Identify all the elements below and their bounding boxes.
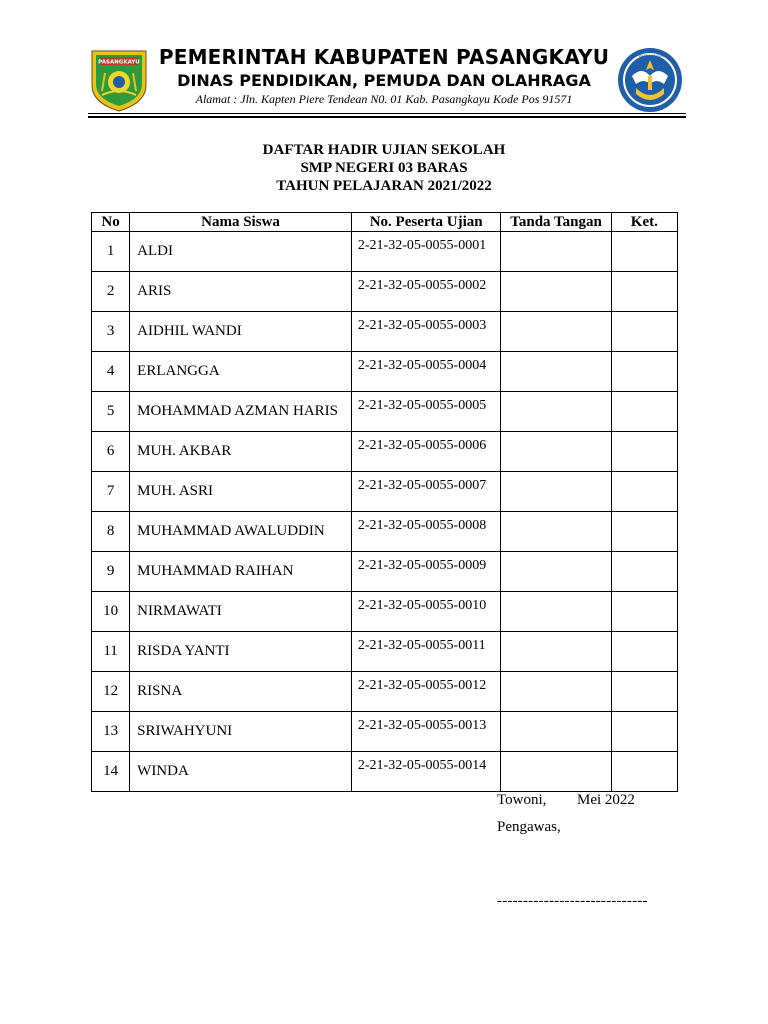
cell-notes[interactable] [611,512,677,552]
cell-student-name: NIRMAWATI [130,592,352,632]
column-header-notes: Ket. [611,213,677,232]
table-row [92,552,678,592]
cell-student-name: ERLANGGA [130,352,352,392]
cell-signature[interactable] [501,472,611,512]
cell-no: 12 [92,672,130,712]
pasangkayu-emblem-icon [88,45,150,113]
signature-date: Mei 2022 [577,792,635,808]
cell-signature[interactable] [501,592,611,632]
title-line-3: TAHUN PELAJARAN 2021/2022 [276,178,492,194]
cell-no: 11 [92,632,130,672]
cell-student-name: ALDI [130,232,352,272]
letterhead-rule-thin [88,113,686,114]
table-header-row [92,213,678,232]
table-row [92,632,678,672]
cell-notes[interactable] [611,712,677,752]
table-row [92,712,678,752]
column-header-signature: Tanda Tangan [501,213,611,232]
table-row [92,592,678,632]
cell-exam-number: 2-21-32-05-0055-0009 [351,552,501,592]
cell-no: 10 [92,592,130,632]
cell-exam-number: 2-21-32-05-0055-0012 [351,672,501,712]
cell-no: 4 [92,352,130,392]
cell-student-name: MUH. ASRI [130,472,352,512]
cell-notes[interactable] [611,552,677,592]
cell-exam-number: 2-21-32-05-0055-0010 [351,592,501,632]
letterhead-rule-thick [88,116,686,118]
cell-student-name: WINDA [130,752,352,792]
table-row [92,512,678,552]
letterhead-government: PEMERINTAH KABUPATEN PASANGKAYU [158,45,610,69]
cell-notes[interactable] [611,392,677,432]
table-row [92,312,678,352]
column-header-name: Nama Siswa [130,213,352,232]
cell-exam-number: 2-21-32-05-0055-0004 [351,352,501,392]
title-line-2: SMP NEGERI 03 BARAS [300,160,468,176]
column-header-exam-number: No. Peserta Ujian [351,213,501,232]
cell-notes[interactable] [611,352,677,392]
cell-no: 1 [92,232,130,272]
document-title [0,141,768,195]
cell-no: 3 [92,312,130,352]
cell-no: 8 [92,512,130,552]
cell-signature[interactable] [501,632,611,672]
cell-signature[interactable] [501,752,611,792]
cell-exam-number: 2-21-32-05-0055-0011 [351,632,501,672]
table-row [92,432,678,472]
signature-place-date [497,792,635,809]
title-line-1: DAFTAR HADIR UJIAN SEKOLAH [262,142,506,158]
cell-student-name: ARIS [130,272,352,312]
cell-exam-number: 2-21-32-05-0055-0002 [351,272,501,312]
cell-notes[interactable] [611,472,677,512]
cell-exam-number: 2-21-32-05-0055-0001 [351,232,501,272]
letterhead-address: Alamat : Jln. Kapten Piere Tendean N0. 01 Kab. Pasangkayu Kode Pos 91571 [195,92,573,106]
emblem-text: PASANGKAYU [98,59,140,66]
signature-role: Pengawas, [497,819,561,835]
emblem-motto: TUT WURI HANDAYANI [630,54,670,58]
table-row [92,472,678,512]
cell-no: 7 [92,472,130,512]
cell-student-name: MOHAMMAD AZMAN HARIS [130,392,352,432]
tut-wuri-handayani-icon [616,46,684,114]
column-header-no: No [92,213,130,232]
cell-no: 2 [92,272,130,312]
cell-signature[interactable] [501,232,611,272]
cell-signature[interactable] [501,552,611,592]
cell-no: 5 [92,392,130,432]
cell-notes[interactable] [611,432,677,472]
cell-exam-number: 2-21-32-05-0055-0008 [351,512,501,552]
cell-no: 14 [92,752,130,792]
cell-student-name: MUHAMMAD RAIHAN [130,552,352,592]
letterhead-department: DINAS PENDIDIKAN, PEMUDA DAN OLAHRAGA [177,71,591,90]
table-row [92,752,678,792]
attendance-table [91,212,678,792]
cell-no: 6 [92,432,130,472]
cell-student-name: SRIWAHYUNI [130,712,352,752]
cell-notes[interactable] [611,272,677,312]
cell-student-name: RISNA [130,672,352,712]
cell-notes[interactable] [611,592,677,632]
cell-signature[interactable] [501,432,611,472]
cell-no: 9 [92,552,130,592]
cell-signature[interactable] [501,712,611,752]
cell-notes[interactable] [611,632,677,672]
cell-student-name: AIDHIL WANDI [130,312,352,352]
table-row [92,392,678,432]
cell-student-name: MUHAMMAD AWALUDDIN [130,512,352,552]
cell-exam-number: 2-21-32-05-0055-0007 [351,472,501,512]
cell-no: 13 [92,712,130,752]
cell-notes[interactable] [611,752,677,792]
cell-signature[interactable] [501,352,611,392]
cell-signature[interactable] [501,512,611,552]
cell-signature[interactable] [501,272,611,312]
cell-exam-number: 2-21-32-05-0055-0006 [351,432,501,472]
cell-exam-number: 2-21-32-05-0055-0005 [351,392,501,432]
cell-signature[interactable] [501,672,611,712]
cell-signature[interactable] [501,312,611,352]
signature-place: Towoni, [497,792,547,808]
cell-student-name: RISDA YANTI [130,632,352,672]
table-row [92,352,678,392]
cell-notes[interactable] [611,312,677,352]
table-row [92,272,678,312]
letterhead [150,44,618,106]
cell-signature[interactable] [501,392,611,432]
cell-exam-number: 2-21-32-05-0055-0003 [351,312,501,352]
cell-student-name: MUH. AKBAR [130,432,352,472]
table-row [92,232,678,272]
cell-notes[interactable] [611,232,677,272]
signature-line: ----------------------------- [497,893,648,909]
cell-exam-number: 2-21-32-05-0055-0014 [351,752,501,792]
cell-exam-number: 2-21-32-05-0055-0013 [351,712,501,752]
table-row [92,672,678,712]
cell-notes[interactable] [611,672,677,712]
